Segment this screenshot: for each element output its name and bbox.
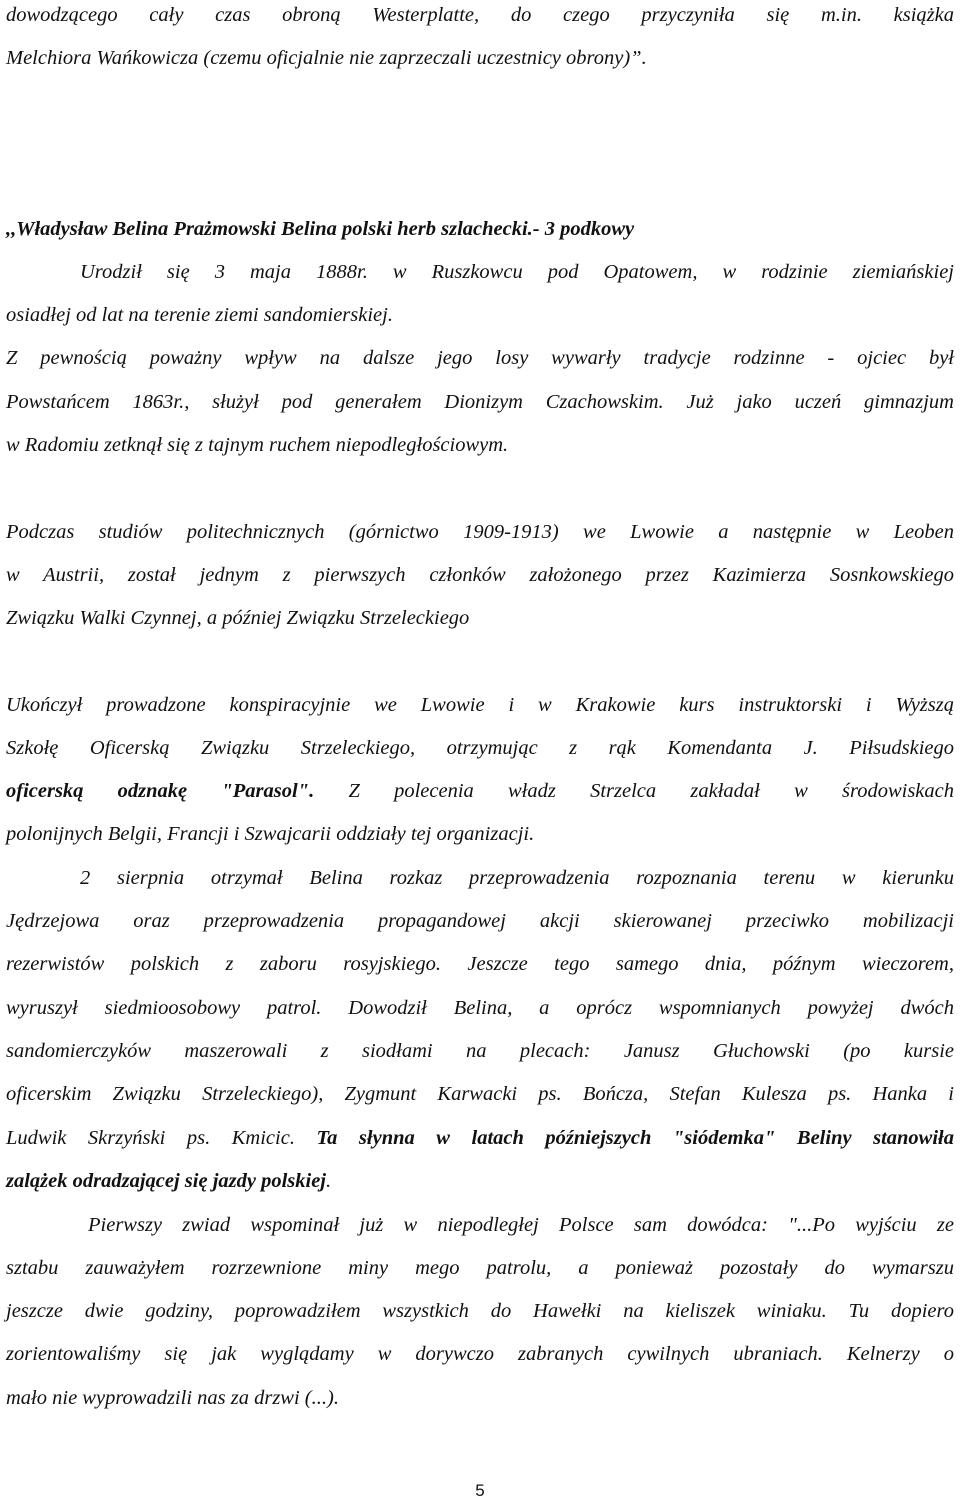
studies-line-2: w Austrii, został jednym z pierwszych członków założonego przez Kazimierza Sosnkowskiego	[6, 564, 954, 586]
quote-line-2: sztabu zauważyłem rozrzewnione miny mego patrolu, a ponieważ pozostały do wymarszu	[6, 1257, 954, 1279]
august-line-8	[6, 1168, 954, 1194]
august-line-3: rezerwistów polskich z zaboru rosyjskiego. Jeszcze tego samego dnia, późnym wieczorem,	[6, 953, 954, 975]
quote-line-1: Pierwszy zwiad wspominał już w niepodległej Polsce sam dowódca: "...Po wyjściu ze	[88, 1214, 954, 1236]
studies-line-3: Związku Walki Czynnej, a później Związku Strzeleckiego	[6, 607, 470, 629]
bio-line-3: Z pewnością poważny wpływ na dalsze jego losy wywarły tradycje rodzinne - ojciec był	[6, 347, 954, 369]
quote-line-3: jeszcze dwie godziny, poprowadziłem wszystkich do Hawełki na kieliszek winiaku. Tu dopiero	[6, 1300, 954, 1322]
cavalry-highlight: zalążek odradzającej się jazdy polskiej	[6, 1170, 327, 1192]
august-line-4: wyruszył siedmioosobowy patrol. Dowodził Belina, a oprócz wspomnianych powyżej dwóch	[6, 997, 954, 1019]
august-line-2: Jędrzejowa oraz przeprowadzenia propagandowej akcji skierowanej przeciwko mobilizacji	[6, 910, 954, 932]
intro-line-2: Melchiora Wańkowicza (czemu oficjalnie nie zaprzeczali uczestnicy obrony)”.	[6, 47, 647, 69]
page-number: 5	[475, 1481, 485, 1500]
course-line-4: polonijnych Belgii, Francji i Szwajcarii oddziały tej organizacji.	[6, 823, 535, 845]
siodemka-highlight: Ta słynna w latach późniejszych "siódemka" Beliny stanowiła	[316, 1127, 954, 1149]
quote-line-4: zorientowaliśmy się jak wyglądamy w dorywczo zabranych cywilnych ubraniach. Kelnerzy o	[6, 1343, 954, 1365]
august-line-1: 2 sierpnia otrzymał Belina rozkaz przeprowadzenia rozpoznania terenu w kierunku	[80, 867, 954, 889]
intro-line-1: dowodzącego cały czas obroną Westerplatte, do czego przyczyniła się m.in. książka	[6, 4, 954, 26]
quote-line-5: mało nie wyprowadzili nas za drzwi (...).	[6, 1387, 339, 1409]
bio-line-4: Powstańcem 1863r., służył pod generałem Dionizym Czachowskim. Już jako uczeń gimnazjum	[6, 391, 954, 413]
parasol-badge-text: oficerską odznakę "Parasol".	[6, 780, 315, 802]
august-line-7-plain: Ludwik Skrzyński ps. Kmicic.	[6, 1127, 317, 1149]
course-line-3	[6, 778, 954, 804]
august-line-5: sandomierczyków maszerowali z siodłami na plecach: Janusz Głuchowski (po kursie	[6, 1040, 954, 1062]
august-line-6: oficerskim Związku Strzeleckiego), Zygmunt Karwacki ps. Bończa, Stefan Kulesza ps. Hanka i	[6, 1083, 954, 1105]
bio-line-1: Urodził się 3 maja 1888r. w Ruszkowcu pod Opatowem, w rodzinie ziemiańskiej	[80, 261, 954, 283]
august-line-7	[6, 1125, 954, 1151]
august-line-8-end: .	[326, 1170, 332, 1192]
bio-line-2: osiadłej od lat na terenie ziemi sandomierskiej.	[6, 304, 393, 326]
course-line-2: Szkołę Oficerską Związku Strzeleckiego, otrzymując z rąk Komendanta J. Piłsudskiego	[6, 737, 954, 759]
course-line-1: Ukończył prowadzone konspiracyjnie we Lwowie i w Krakowie kurs instruktorski i Wyższą	[6, 694, 954, 716]
studies-line-1: Podczas studiów politechnicznych (górnictwo 1909-1913) we Lwowie a następnie w Leoben	[6, 521, 954, 543]
section-heading: ,,Władysław Belina Prażmowski Belina polski herb szlachecki.- 3 podkowy	[6, 218, 635, 240]
course-line-3-rest: Z polecenia władz Strzelca zakładał w środowiskach	[314, 780, 954, 802]
bio-line-5: w Radomiu zetknął się z tajnym ruchem niepodległościowym.	[6, 434, 509, 456]
